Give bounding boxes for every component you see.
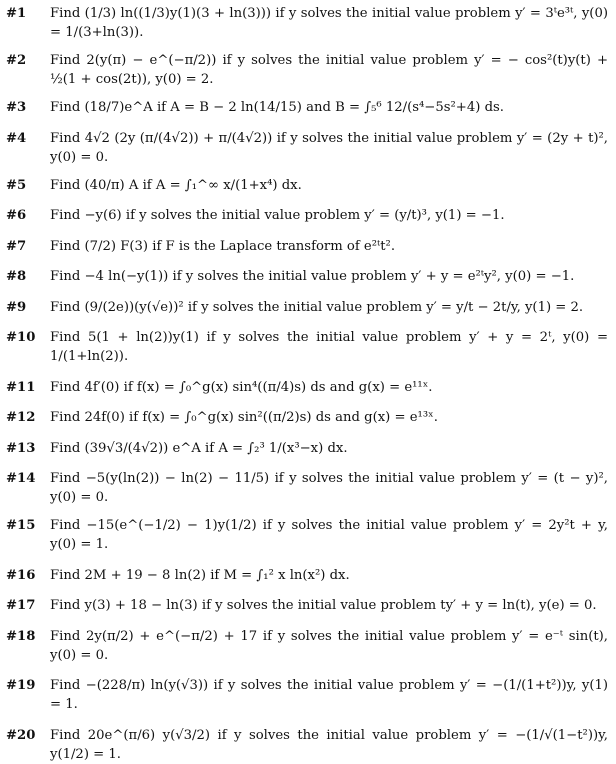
- problem-item: [6, 206, 608, 225]
- problem-text: Find −4 ln(−y(1)) if y solves the initial value problem y′ + y = e²ᵗy², y(0) = −1.: [50, 269, 575, 284]
- problem-item: [6, 298, 608, 317]
- problem-text: Find 4f′(0) if f(x) = ∫₀^g(x) sin⁴((π/4)s) ds and g(x) = e¹¹ˣ.: [50, 379, 433, 395]
- problem-text: Find 4√2 (2y (π/(4√2)) + π/(4√2)) if y solves the initial value problem y′ = (2y + t)², y(0) = 0.: [50, 130, 608, 165]
- problem-item: [6, 176, 608, 195]
- problem-item: [6, 237, 608, 256]
- problem-text: Find −(228/π) ln(y(√3)) if y solves the initial value problem y′ = −(1/(1+t²))y, y(1) = 1.: [50, 678, 608, 712]
- problem-item: [6, 516, 608, 554]
- problem-item: [6, 596, 608, 615]
- problem-text: Find (9/(2e))(y(√e))² if y solves the initial value problem y′ = y/t − 2t/y, y(1) = 2.: [50, 299, 584, 315]
- problem-item: [6, 4, 608, 42]
- problem-item: [6, 676, 608, 714]
- problem-number: #2: [6, 53, 27, 68]
- problem-number: #8: [6, 269, 27, 284]
- problem-text: Find −15(e^(−1/2) − 1)y(1/2) if y solves the initial value problem y′ = 2y²t + y, y(0) = 1.: [50, 518, 608, 552]
- problem-text: Find (7/2) F(3) if F is the Laplace transform of e²ᵗt².: [50, 238, 396, 254]
- problem-item: [6, 98, 608, 117]
- problem-text: Find (39√3/(4√2)) e^A if A = ∫₂³ 1/(x³−x) dx.: [50, 440, 348, 456]
- problem-number: #5: [6, 177, 27, 193]
- problem-number: #4: [6, 130, 27, 146]
- problem-text: Find −5(y(ln(2)) − ln(2) − 11/5) if y solves the initial value problem y′ = (t − y)², y(0) = 0.: [50, 471, 608, 505]
- problem-number: #15: [6, 518, 36, 533]
- problem-number: #7: [6, 238, 27, 254]
- problem-number: #9: [6, 299, 27, 315]
- problem-number: #19: [6, 678, 36, 693]
- problem-item: [6, 439, 608, 458]
- problem-text: Find 20e^(π/6) y(√3/2) if y solves the initial value problem y′ = −(1/√(1−t²))y, y(1/2) = 1.: [50, 727, 608, 762]
- problem-text: Find (1/3) ln((1/3)y(1)(3 + ln(3))) if y solves the initial value problem y′ = 3ᵗe³ᵗ, y(0) = 1/(3+ln(3)).: [50, 6, 608, 40]
- problem-text: Find (18/7)e^A if A = B − 2 ln(14/15) and B = ∫₅⁶ 12/(s⁴−5s²+4) ds.: [50, 100, 504, 115]
- problem-number: #6: [6, 208, 27, 223]
- problem-number: #16: [6, 567, 36, 583]
- problem-item: [6, 51, 608, 89]
- problem-item: [6, 328, 608, 366]
- problem-text: Find y(3) + 18 − ln(3) if y solves the initial value problem ty′ + y = ln(t), y(e) = 0.: [50, 598, 597, 613]
- problem-number: #18: [6, 628, 36, 644]
- problem-item: [6, 627, 608, 665]
- problem-number: #1: [6, 6, 27, 21]
- problem-number: #20: [6, 727, 36, 743]
- problem-text: Find 2(y(π) − e^(−π/2)) if y solves the initial value problem y′ = − cos²(t)y(t) + ½(1 + cos(2t)), y(0) = 2.: [50, 53, 608, 87]
- problem-number: #12: [6, 410, 36, 425]
- problem-item: [6, 726, 608, 764]
- problem-text: Find 5(1 + ln(2))y(1) if y solves the initial value problem y′ + y = 2ᵗ, y(0) = 1/(1+ln(2)).: [50, 330, 608, 364]
- problem-number: #13: [6, 440, 36, 456]
- problem-text: Find (40/π) A if A = ∫₁^∞ x/(1+x⁴) dx.: [50, 177, 302, 193]
- problem-number: #17: [6, 598, 36, 613]
- problem-number: #14: [6, 471, 36, 486]
- problem-item: [6, 408, 608, 427]
- problem-item: [6, 566, 608, 585]
- problem-text: Find −y(6) if y solves the initial value problem y′ = (y/t)³, y(1) = −1.: [50, 208, 505, 223]
- problem-text: Find 24f(0) if f(x) = ∫₀^g(x) sin²((π/2)s) ds and g(x) = e¹³ˣ.: [50, 410, 438, 425]
- problem-text: Find 2M + 19 − 8 ln(2) if M = ∫₁² x ln(x²) dx.: [50, 567, 350, 583]
- problem-number: #11: [6, 379, 36, 395]
- problem-number: #3: [6, 100, 27, 115]
- problem-item: [6, 378, 608, 397]
- problem-item: [6, 469, 608, 507]
- problem-item: [6, 267, 608, 286]
- problem-item: [6, 129, 608, 167]
- problem-text: Find 2y(π/2) + e^(−π/2) + 17 if y solves the initial value problem y′ = e⁻ᵗ sin(t), y(0) = 0.: [50, 628, 608, 663]
- problem-number: #10: [6, 330, 36, 345]
